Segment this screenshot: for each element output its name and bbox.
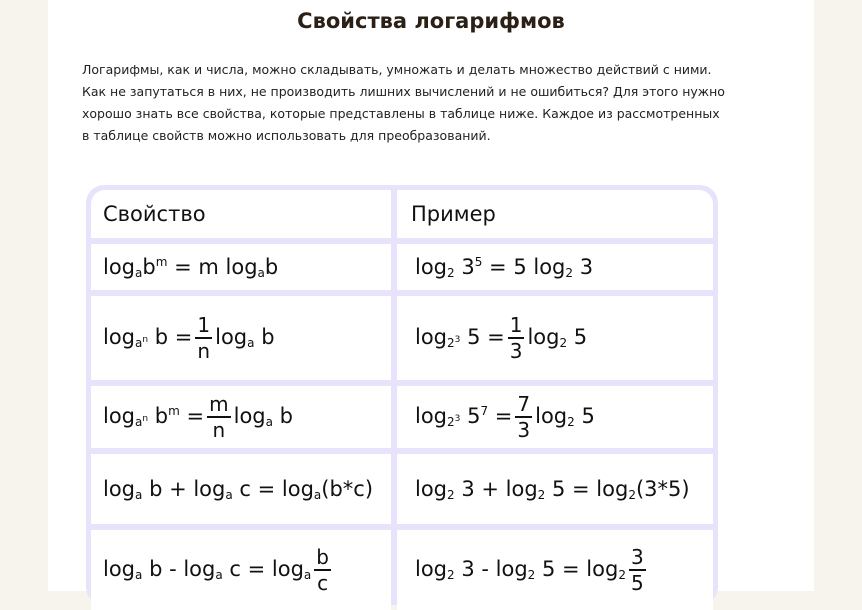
fraction: $\frac{b}{c}$ — [316, 545, 329, 595]
fraction: $\frac{1}{n}$ — [197, 313, 211, 363]
intro-line: в таблице свойств можно использовать для преобразований. — [82, 128, 491, 143]
table-row-5-property — [91, 530, 391, 610]
fraction: $\frac{m}{n}$ — [209, 392, 229, 442]
formula: $\log_{2^3} 5$ = $\frac{1}{3}$ $\log_2 5$ — [415, 313, 588, 363]
formula: $\log_{a^n} b^m$ = $\frac{m}{n}$ $\log_a b$ — [103, 392, 294, 442]
fraction: $\frac{7}{3}$ — [517, 392, 531, 442]
intro-line: Логарифмы, как и числа, можно складывать, умножать и делать множество действий с ними. — [82, 62, 712, 77]
header-property-label: Свойство — [103, 202, 206, 226]
properties-table — [86, 185, 718, 605]
formula: $\log_a b - \log_a c = \log_a$ $\frac{b}{c}$ — [103, 545, 329, 595]
formula: $\log_a b + \log_a c = \log_a(b*c)$ — [103, 476, 374, 502]
formula: $\log_2 3^5 = 5$ $\log_2 3$ — [415, 254, 594, 280]
table-row-3-property — [91, 386, 391, 448]
fraction: $\frac{1}{3}$ — [509, 313, 523, 363]
article-page — [48, 0, 814, 595]
formula: $\log_{2^3} 5^7$ = $\frac{7}{3}$ $\log_2 5$ — [415, 392, 595, 442]
formula: $\log_ab^m = m$ $\log_ab$ — [103, 254, 279, 280]
table-row-2-property — [91, 296, 391, 380]
formula: $\log_2 3 + \log_2 5 = \log_2(3*5)$ — [415, 476, 690, 502]
table-row-4-example — [397, 454, 713, 524]
intro-line: хорошо знать все свойства, которые представлены в таблице ниже. Каждое из рассмотренных — [82, 106, 720, 121]
page-title: Свойства логарифмов — [297, 9, 565, 33]
header-property — [91, 190, 391, 238]
fraction: $\frac{3}{5}$ — [630, 545, 644, 595]
table-row-5-example — [397, 530, 713, 610]
table-row-2-example — [397, 296, 713, 380]
table-row-1-example — [397, 244, 713, 290]
table-row-1-property — [91, 244, 391, 290]
intro-paragraph — [82, 59, 732, 147]
table-row-4-property — [91, 454, 391, 524]
header-example — [397, 190, 713, 238]
formula: $\log_{a^n} b$ = $\frac{1}{n}$ $\log_a b$ — [103, 313, 275, 363]
table-row-3-example — [397, 386, 713, 448]
intro-line: Как не запутаться в них, не производить лишних вычислений и не ошибиться? Для этого нужно — [82, 84, 725, 99]
formula: $\log_2 3 - \log_2 5 = \log_2$ $\frac{3}{5}$ — [415, 545, 644, 595]
header-example-label: Пример — [411, 202, 496, 226]
